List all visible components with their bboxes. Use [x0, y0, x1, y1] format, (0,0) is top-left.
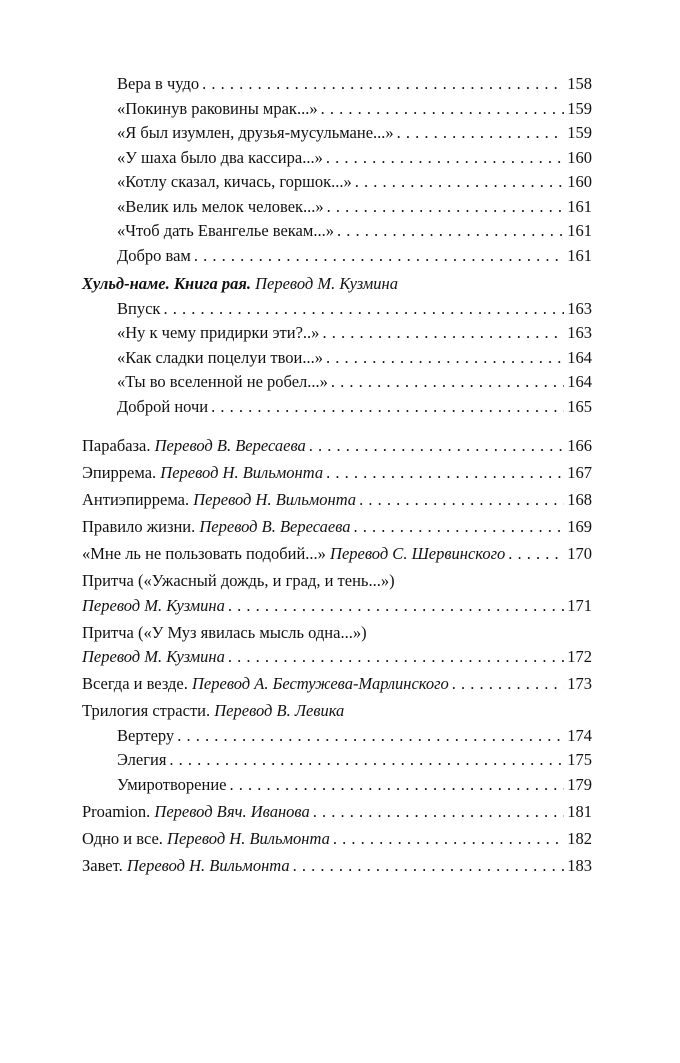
toc-entry: [82, 488, 592, 513]
toc-entry: [82, 672, 592, 697]
toc-item-title: Умиротворение: [117, 774, 227, 794]
toc-item: [82, 346, 592, 371]
toc-item-page: 163: [567, 298, 592, 318]
toc-entry-page: 171: [567, 595, 592, 615]
toc-entry-page: 169: [567, 517, 592, 536]
toc-entry-translator: Перевод М. Кузмина: [82, 595, 225, 615]
toc-entry-page: 182: [567, 828, 592, 848]
toc-item-page: 161: [567, 221, 592, 240]
leader-dots: [322, 321, 564, 346]
toc-entry: [82, 461, 592, 486]
leader-dots: [508, 542, 564, 567]
toc-entry-title: Эпиррема.: [82, 463, 157, 482]
toc-entry-page: 167: [567, 463, 592, 482]
leader-dots: [321, 97, 565, 122]
toc-entry-title: Парабаза.: [82, 436, 151, 455]
toc-item: [82, 370, 592, 395]
toc-item-page: 164: [567, 347, 592, 367]
toc-entry-translator: Перевод В. Левика: [214, 701, 345, 720]
toc-entry-title: Антиэпиррема.: [82, 490, 190, 509]
toc-entry-page: 166: [567, 436, 592, 455]
toc-item: [82, 121, 592, 146]
leader-dots: [337, 219, 564, 244]
toc-item-page: 174: [567, 725, 592, 745]
toc-entry-page: 172: [567, 647, 592, 666]
leader-dots: [309, 434, 565, 459]
toc-entry-multiline: [82, 569, 592, 618]
toc-item-title: «Ну к чему придирки эти?..»: [117, 323, 320, 342]
toc-entry-title: Одно и все.: [82, 828, 163, 848]
leader-dots: [211, 395, 564, 420]
toc-item-title: «Как сладки поцелуи твои...»: [117, 347, 324, 367]
toc-item: [82, 748, 592, 773]
toc-entry-page: 181: [567, 801, 592, 821]
toc-item: [82, 244, 592, 269]
leader-dots: [326, 146, 564, 171]
toc-entry-title: Притча («Ужасный дождь, и град, и тень...»): [82, 571, 395, 590]
toc-item-page: 161: [567, 196, 592, 216]
toc-item: [82, 170, 592, 195]
toc-item: [82, 219, 592, 244]
section-heading: [82, 272, 592, 297]
leader-dots: [228, 594, 564, 619]
leader-dots: [229, 773, 564, 798]
toc-item-title: Вера в чудо: [117, 74, 200, 93]
toc-entry-translator: Перевод Н. Вильмонта: [160, 463, 324, 482]
toc-entry-page: 183: [567, 855, 592, 875]
table-of-contents: [82, 72, 592, 881]
toc-entry-title: Всегда и везде.: [82, 674, 188, 693]
leader-dots: [333, 827, 564, 852]
toc-entry-title: Завет.: [82, 855, 123, 875]
toc-item-page: 164: [567, 372, 592, 391]
toc-item-page: 158: [567, 74, 592, 93]
toc-item-page: 175: [567, 750, 592, 769]
toc-item-title: Вертеру: [117, 725, 175, 745]
toc-entry-title: Притча («У Муз явилась мысль одна...»): [82, 622, 367, 642]
toc-entry-translator: Перевод Н. Вильмонта: [167, 828, 330, 848]
leader-dots: [313, 800, 565, 825]
toc-item: [82, 97, 592, 122]
toc-entry-page: 168: [567, 490, 592, 509]
toc-item-title: «Я был изумлен, друзья-мусульмане...»: [117, 123, 394, 142]
toc-entry: [82, 515, 592, 540]
toc-entry-translator: Перевод Вяч. Иванова: [154, 801, 310, 821]
toc-item-page: 160: [567, 172, 592, 191]
leader-dots: [194, 244, 564, 269]
toc-entry-translator: Перевод М. Кузмина: [82, 647, 225, 666]
toc-entry: [82, 827, 592, 852]
leader-dots: [354, 515, 565, 540]
toc-item-page: 159: [567, 98, 592, 118]
leader-dots: [355, 170, 564, 195]
toc-item: [82, 321, 592, 346]
toc-item-page: 160: [567, 147, 592, 167]
leader-dots: [169, 748, 564, 773]
leader-dots: [452, 672, 564, 697]
toc-entry-translator: Перевод А. Бестужева-Марлинского: [192, 674, 449, 693]
leader-dots: [228, 645, 564, 670]
toc-item: [82, 146, 592, 171]
toc-entry-translator: Перевод Н. Вильмонта: [126, 855, 290, 875]
toc-entry-title: Правило жизни.: [82, 517, 196, 536]
leader-dots: [326, 346, 564, 371]
toc-item-title: «У шаха было два кассира...»: [117, 147, 323, 167]
toc-item-title: «Ты во вселенной не робел...»: [117, 372, 328, 391]
toc-item-title: Добро вам: [117, 245, 191, 265]
leader-dots: [359, 488, 564, 513]
toc-entry-translator: Перевод В. Вересаева: [154, 436, 306, 455]
toc-entry: [82, 434, 592, 459]
toc-item: [82, 72, 592, 97]
leader-dots: [202, 72, 564, 97]
section-translator: Перевод М. Кузмина: [255, 274, 398, 293]
toc-item: [82, 724, 592, 749]
leader-dots: [293, 854, 565, 879]
toc-entry-page: 173: [567, 674, 592, 693]
spacer: [82, 419, 592, 434]
leader-dots: [177, 724, 564, 749]
toc-item: [82, 195, 592, 220]
toc-item-page: 165: [567, 396, 592, 416]
toc-item: [82, 773, 592, 798]
toc-entry-title: Трилогия страсти.: [82, 701, 211, 720]
toc-entry-translator: Перевод С. Шервинского: [330, 544, 506, 563]
toc-entry: [82, 800, 592, 825]
trilogy-heading: [82, 699, 592, 724]
toc-entry-multiline: [82, 621, 592, 670]
toc-item-title: «Покинув раковины мрак...»: [117, 98, 318, 118]
leader-dots: [331, 370, 564, 395]
toc-item-title: «Котлу сказал, кичась, горшок...»: [117, 172, 352, 191]
section-title: Хульд-наме. Книга рая.: [82, 274, 251, 293]
toc-entry-translator: Перевод Н. Вильмонта: [193, 490, 357, 509]
leader-dots: [327, 195, 565, 220]
toc-entry: [82, 542, 592, 567]
toc-entry-translator: Перевод В. Вересаева: [199, 517, 351, 536]
toc-item: [82, 395, 592, 420]
toc-item-page: 179: [567, 774, 592, 794]
toc-item-page: 159: [567, 123, 592, 142]
toc-entry-title: Proamion.: [82, 801, 151, 821]
leader-dots: [326, 461, 564, 486]
toc-item-title: «Велик иль мелок человек...»: [117, 196, 324, 216]
leader-dots: [397, 121, 565, 146]
toc-item-title: Доброй ночи: [117, 396, 209, 416]
toc-item-title: Впуск: [117, 298, 161, 318]
leader-dots: [163, 297, 564, 322]
toc-item-page: 161: [567, 245, 592, 265]
toc-item-title: Элегия: [117, 750, 167, 769]
toc-item: [82, 297, 592, 322]
toc-item-page: 163: [567, 323, 592, 342]
toc-item-title: «Чтоб дать Евангелье векам...»: [117, 221, 334, 240]
toc-entry: [82, 854, 592, 879]
toc-entry-title: «Мне ль не пользовать подобий...»: [82, 544, 326, 563]
toc-entry-page: 170: [567, 544, 592, 563]
